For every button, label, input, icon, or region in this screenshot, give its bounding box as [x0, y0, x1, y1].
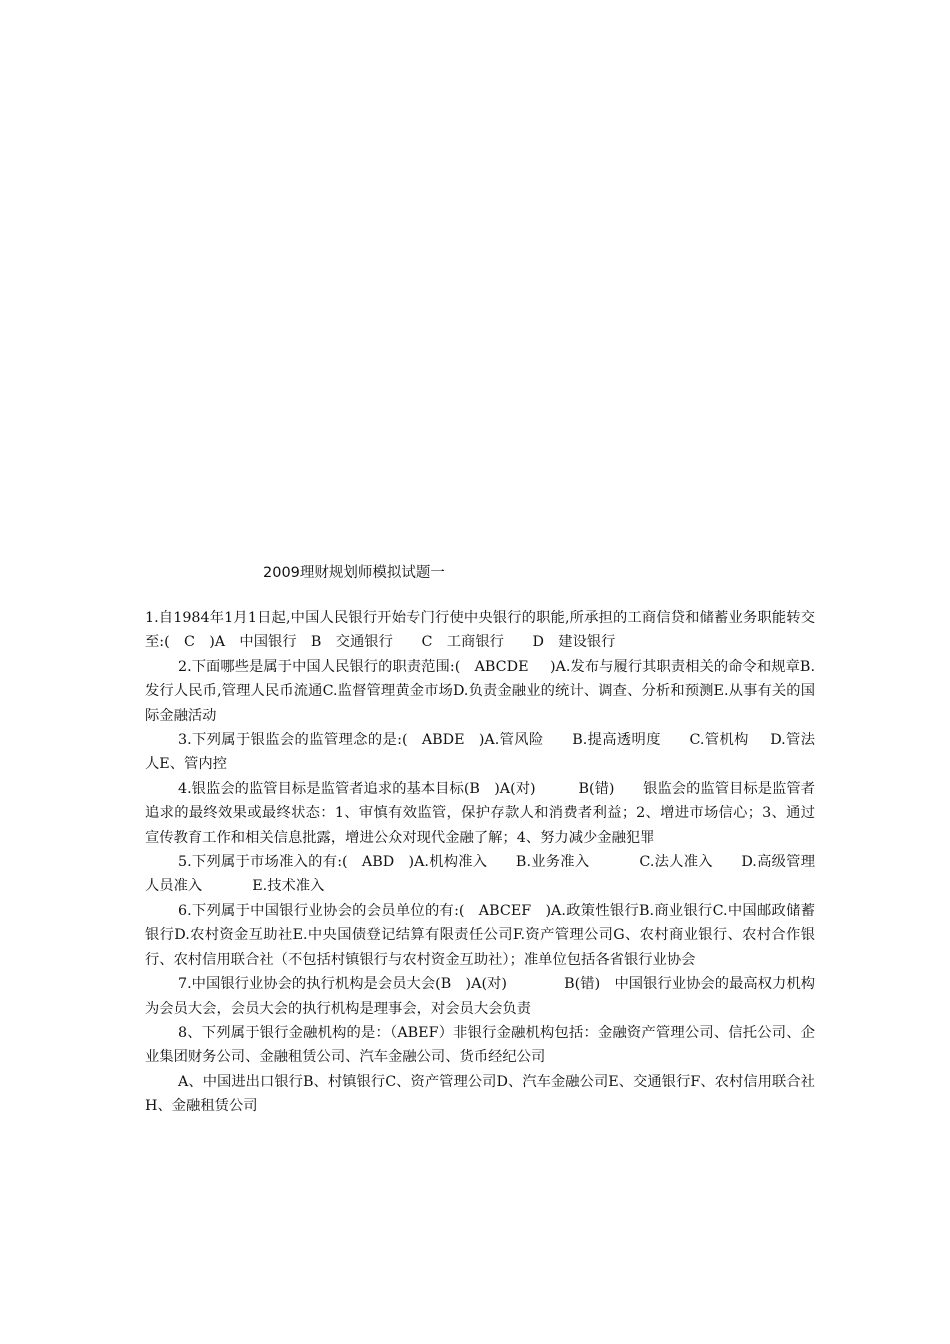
question-8-options: A、中国进出口银行B、村镇银行C、资产管理公司D、汽车金融公司E、交通银行F、农村信用联合社H、金融租赁公司	[145, 1073, 815, 1115]
question-3: 3.下列属于银监会的监管理念的是:( ABDE )A.管风险 B.提高透明度 C.管机构 D.管法人E、管内控	[145, 732, 815, 773]
question-6: 6.下列属于中国银行业协会的会员单位的有:( ABCEF )A.政策性银行B.商业银行C.中国邮政储蓄银行D.农村资金互助社E.中央国债登记结算有限责任公司F.资产管理公司G、农村商业银行、农村合作银行、农村信用联合社（不包括村镇银行与农村资金互助社）；准单位包括各省银行业协会	[145, 902, 815, 968]
question-2: 2.下面哪些是属于中国人民银行的职责范围:( ABCDE )A.发布与履行其职责相关的命令和规章B.发行人民币,管理人民币流通C.监督管理黄金市场D.负责金融业的统计、调查、分析和预测E.从事有关的国际金融活动	[145, 658, 815, 724]
question-1: 1.自1984年1月1日起,中国人民银行开始专门行使中央银行的职能,所承担的工商信贷和储蓄业务职能转交至:( C )A 中国银行 B 交通银行 C 工商银行 D 建设银行	[145, 610, 815, 651]
document-title: 2009理财规划师模拟试题一	[263, 565, 445, 581]
question-7: 7.中国银行业协会的执行机构是会员大会(B )A(对) B(错) 中国银行业协会的最高权力机构为会员大会，会员大会的执行机构是理事会，对会员大会负责	[145, 976, 815, 1017]
question-5: 5.下列属于市场准入的有:( ABD )A.机构准入 B.业务准入 C.法人准入 D.高级管理人员准入 E.技术准入	[145, 854, 815, 895]
question-list	[145, 606, 815, 1119]
question-8: 8、下列属于银行金融机构的是：（ABEF）非银行金融机构包括：金融资产管理公司、信托公司、企业集团财务公司、金融租赁公司、汽车金融公司、货币经纪公司	[145, 1024, 815, 1066]
question-4: 4.银监会的监管目标是监管者追求的基本目标(B )A(对) B(错) 银监会的监管目标是监管者追求的最终效果或最终状态：1、审慎有效监管，保护存款人和消费者利益；2、增进市场信心；3、通过宣传教育工作和相关信息批露，增进公众对现代金融了解；4、努力减少金融犯罪	[145, 780, 815, 846]
